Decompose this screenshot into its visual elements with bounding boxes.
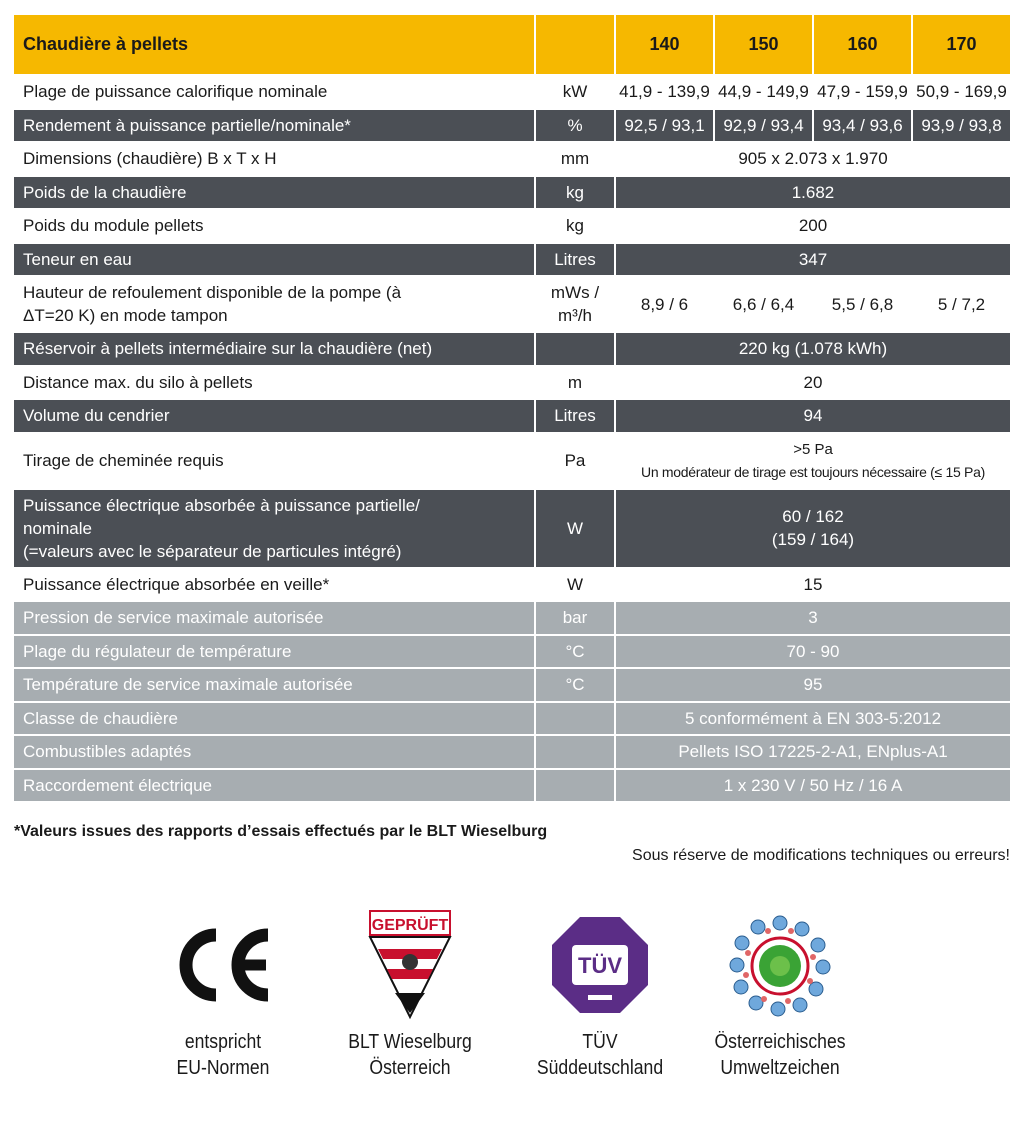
- table-row: [14, 569, 1010, 603]
- row-value: 5 / 7,2: [911, 277, 1010, 331]
- table-row: [14, 703, 1010, 737]
- row-value: 44,9 - 149,9: [713, 76, 812, 108]
- row-unit: kg: [534, 210, 614, 242]
- disclaimer: Sous réserve de modifications techniques ou erreurs!: [632, 847, 1010, 864]
- row-value-line: >5 Pa: [793, 440, 833, 458]
- row-label: Raccordement électrique: [23, 775, 212, 795]
- spec-table: [14, 15, 1010, 803]
- table-row: [14, 210, 1010, 244]
- table-row: [14, 277, 1010, 333]
- logo-ce: [128, 905, 318, 1081]
- row-label-line: Puissance électrique absorbée à puissance partielle/: [23, 495, 420, 515]
- row-label: Teneur en eau: [23, 249, 132, 269]
- certification-logos: [0, 905, 1024, 1085]
- table-row: [14, 490, 1010, 569]
- row-label: Poids du module pellets: [23, 216, 204, 236]
- row-value: 5 conformément à EN 303-5:2012: [614, 703, 1010, 735]
- row-unit: %: [534, 110, 614, 142]
- row-value: 20: [614, 367, 1010, 399]
- logo-caption: Umweltzeichen: [720, 1057, 840, 1079]
- row-value: 6,6 / 6,4: [713, 277, 812, 331]
- row-value: 200: [614, 210, 1010, 242]
- row-value: 220 kg (1.078 kWh): [614, 333, 1010, 365]
- row-unit: bar: [534, 602, 614, 634]
- umweltzeichen-icon: [728, 913, 832, 1017]
- row-value: 8,9 / 6: [614, 277, 713, 331]
- row-value: 3: [614, 602, 1010, 634]
- row-unit: Pa: [534, 434, 614, 488]
- row-label: Poids de la chaudière: [23, 182, 187, 202]
- logo-umweltzeichen: [685, 905, 875, 1081]
- row-value: 93,4 / 93,6: [812, 110, 911, 142]
- row-value: 47,9 - 159,9: [812, 76, 911, 108]
- header-title: Chaudière à pellets: [23, 34, 189, 54]
- table-row: [14, 770, 1010, 804]
- logo-caption: Österreichisches: [714, 1031, 846, 1053]
- table-row: [14, 244, 1010, 278]
- row-value: 50,9 - 169,9: [911, 76, 1010, 108]
- logo-caption: TÜV: [582, 1031, 618, 1053]
- row-unit: m: [534, 367, 614, 399]
- row-value: 95: [614, 669, 1010, 701]
- table-row: [14, 143, 1010, 177]
- row-unit: [534, 703, 614, 735]
- header-unit: [534, 15, 614, 74]
- row-value: 1.682: [614, 177, 1010, 209]
- table-row: [14, 367, 1010, 401]
- row-value: 94: [614, 400, 1010, 432]
- blt-gepruft-icon: [368, 909, 452, 1021]
- row-label: Distance max. du silo à pellets: [23, 372, 253, 392]
- row-unit: W: [534, 569, 614, 601]
- ce-mark-icon: [168, 925, 278, 1005]
- row-label-line: ΔT=20 K) en mode tampon: [23, 306, 228, 325]
- footnote: *Valeurs issues des rapports d’essais effectués par le BLT Wieselburg: [14, 823, 548, 840]
- row-label: [14, 490, 534, 567]
- row-label-line: nominale: [23, 518, 92, 538]
- row-unit: [534, 770, 614, 802]
- row-label: Puissance électrique absorbée en veille*: [23, 574, 330, 594]
- tuv-sud-icon: [550, 915, 650, 1015]
- row-unit: Litres: [534, 244, 614, 276]
- row-label: Température de service maximale autorisée: [23, 675, 353, 695]
- table-row: [14, 434, 1010, 490]
- logo-caption: Süddeutschland: [536, 1057, 664, 1079]
- tuv-logo-text: TÜV: [578, 953, 622, 978]
- row-value: 93,9 / 93,8: [911, 110, 1010, 142]
- logo-caption: EU-Normen: [176, 1057, 270, 1079]
- row-unit-line: m³/h: [558, 306, 592, 325]
- row-value: 41,9 - 139,9: [614, 76, 713, 108]
- table-row: [14, 736, 1010, 770]
- header-model: 170: [911, 15, 1010, 74]
- row-label: Plage du régulateur de température: [23, 641, 292, 661]
- row-unit: mm: [534, 143, 614, 175]
- row-unit: W: [534, 490, 614, 567]
- table-row: [14, 636, 1010, 670]
- row-unit: [534, 736, 614, 768]
- row-label: Tirage de cheminée requis: [23, 451, 224, 470]
- row-value: 1 x 230 V / 50 Hz / 16 A: [614, 770, 1010, 802]
- table-row: [14, 110, 1010, 144]
- row-label: [14, 277, 534, 331]
- table-row: [14, 400, 1010, 434]
- row-value: [614, 490, 1010, 567]
- header-model: 140: [614, 15, 713, 74]
- logo-tuv: [505, 905, 695, 1081]
- row-label: Classe de chaudière: [23, 708, 178, 728]
- row-unit: °C: [534, 669, 614, 701]
- row-value: 347: [614, 244, 1010, 276]
- header-model: 160: [812, 15, 911, 74]
- row-label-line: Hauteur de refoulement disponible de la pompe (à: [23, 283, 402, 302]
- row-value: 905 x 2.073 x 1.970: [614, 143, 1010, 175]
- row-unit: Litres: [534, 400, 614, 432]
- row-value: 15: [614, 569, 1010, 601]
- blt-logo-text: GEPRÜFT: [371, 917, 449, 934]
- row-unit-line: mWs /: [550, 283, 600, 302]
- row-value-line: 60 / 162: [782, 507, 844, 526]
- row-label: Plage de puissance calorifique nominale: [23, 82, 328, 102]
- row-value-line: (159 / 164): [771, 530, 855, 549]
- table-row: [14, 669, 1010, 703]
- logo-caption: entspricht: [184, 1031, 262, 1053]
- row-label: Combustibles adaptés: [23, 742, 192, 762]
- header-model: 150: [713, 15, 812, 74]
- table-row: [14, 602, 1010, 636]
- row-label: Dimensions (chaudière) B x T x H: [23, 149, 277, 169]
- table-row: [14, 333, 1010, 367]
- row-label: Rendement à puissance partielle/nominale*: [23, 115, 351, 135]
- row-unit: [534, 333, 614, 365]
- row-unit: [534, 277, 614, 331]
- row-label: Pression de service maximale autorisée: [23, 608, 324, 628]
- row-value: [614, 434, 1010, 488]
- row-value-note: Un modérateur de tirage est toujours nécessaire (≤ 15 Pa): [641, 463, 985, 480]
- row-unit: kg: [534, 177, 614, 209]
- row-value: 92,9 / 93,4: [713, 110, 812, 142]
- row-unit: kW: [534, 76, 614, 108]
- row-label: Réservoir à pellets intermédiaire sur la chaudière (net): [23, 339, 433, 359]
- row-value: 70 - 90: [614, 636, 1010, 668]
- row-label-line: (=valeurs avec le séparateur de particules intégré): [23, 541, 402, 561]
- table-row: [14, 177, 1010, 211]
- row-label: Volume du cendrier: [23, 406, 170, 426]
- row-value: 5,5 / 6,8: [812, 277, 911, 331]
- logo-caption: Österreich: [369, 1057, 451, 1079]
- logo-blt: [315, 905, 505, 1081]
- row-unit: °C: [534, 636, 614, 668]
- table-header: [14, 15, 1010, 76]
- row-value: 92,5 / 93,1: [614, 110, 713, 142]
- table-row: [14, 76, 1010, 110]
- logo-caption: BLT Wieselburg: [348, 1031, 472, 1053]
- row-value: Pellets ISO 17225-2-A1, ENplus-A1: [614, 736, 1010, 768]
